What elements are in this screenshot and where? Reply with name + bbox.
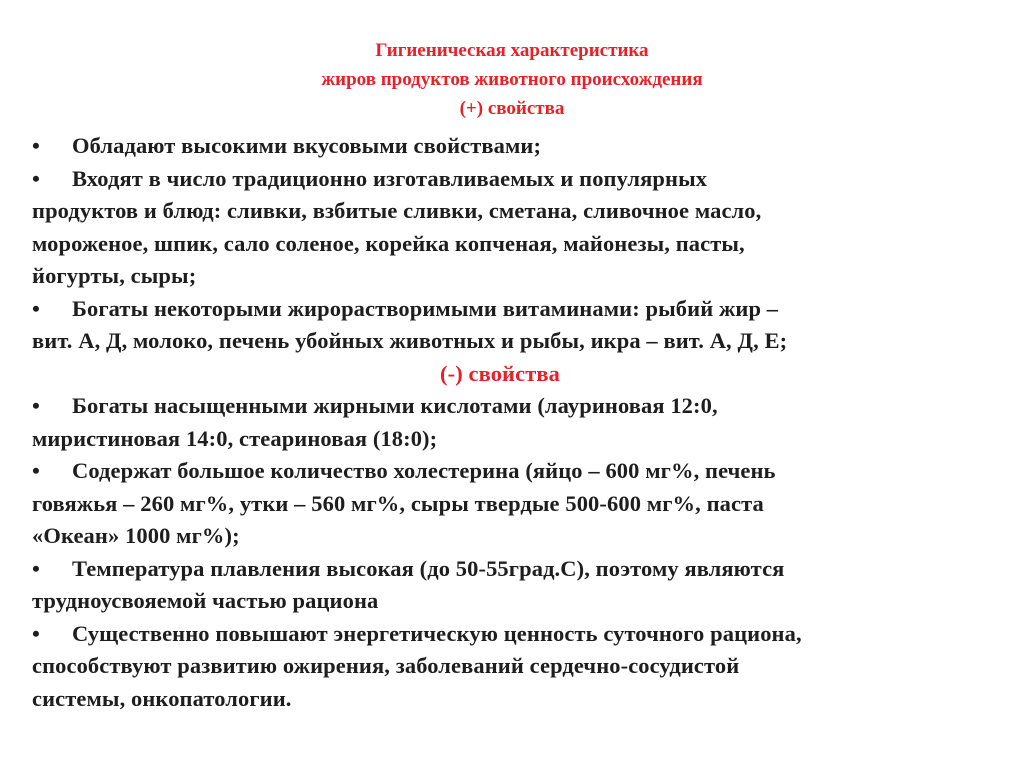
content-list — [32, 130, 992, 715]
list-item — [32, 553, 992, 618]
item-text-line: Входят в число традиционно изготавливаемых и популярных — [72, 165, 708, 191]
list-item — [32, 293, 992, 358]
slide-title — [0, 36, 1024, 123]
item-text-line: системы, онкопатологии. — [32, 685, 292, 711]
bullet: • — [32, 133, 40, 158]
list-item — [32, 618, 992, 716]
list-item — [32, 390, 992, 455]
item-text-line: продуктов и блюд: сливки, взбитые сливки, сметана, сливочное масло, — [32, 198, 762, 223]
item-text-line: миристиновая 14:0, стеариновая (18:0); — [32, 425, 438, 451]
item-text-line: «Океан» 1000 мг%); — [32, 523, 240, 548]
item-text-line: Существенно повышают энергетическую ценность суточного рациона, — [72, 620, 802, 646]
bullet: • — [32, 620, 40, 646]
item-text-line: трудноусвояемой частью рациона — [32, 588, 379, 613]
bullet: • — [32, 555, 40, 581]
item-text-line: мороженое, шпик, сало соленое, корейка копченая, майонезы, пасты, — [32, 230, 745, 256]
negative-heading: (-) свойства — [440, 360, 560, 386]
item-text-line: вит. А, Д, молоко, печень убойных животных и рыбы, икра – вит. А, Д, Е; — [32, 328, 788, 353]
item-text-line: говяжья – 260 мг%, утки – 560 мг%, сыры твердые 500-600 мг%, паста — [32, 490, 764, 516]
item-text-line: Содержат большое количество холестерина (яйцо – 600 мг%, печень — [72, 458, 776, 483]
title-line-1: Гигиеническая характеристика — [375, 40, 649, 61]
list-item — [32, 130, 992, 163]
item-text-line: Температура плавления высокая (до 50-55град.С), поэтому являются — [72, 555, 785, 581]
bullet: • — [32, 165, 40, 191]
list-item — [32, 455, 992, 553]
item-text-line: йогурты, сыры; — [32, 263, 197, 288]
bullet: • — [32, 393, 40, 418]
list-item — [32, 163, 992, 293]
bullet: • — [32, 458, 40, 483]
title-line-2: жиров продуктов животного происхождения — [321, 69, 703, 90]
positive-heading: (+) свойства — [459, 98, 565, 119]
item-text-line: Богаты некоторыми жирорастворимыми витаминами: рыбий жир – — [72, 295, 779, 321]
bullet: • — [32, 295, 40, 321]
item-text-line: Богаты насыщенными жирными кислотами (лауриновая 12:0, — [72, 393, 718, 418]
item-text-line: Обладают высокими вкусовыми свойствами; — [72, 133, 542, 158]
item-text-line: способствуют развитию ожирения, заболеваний сердечно-сосудистой — [32, 653, 740, 678]
